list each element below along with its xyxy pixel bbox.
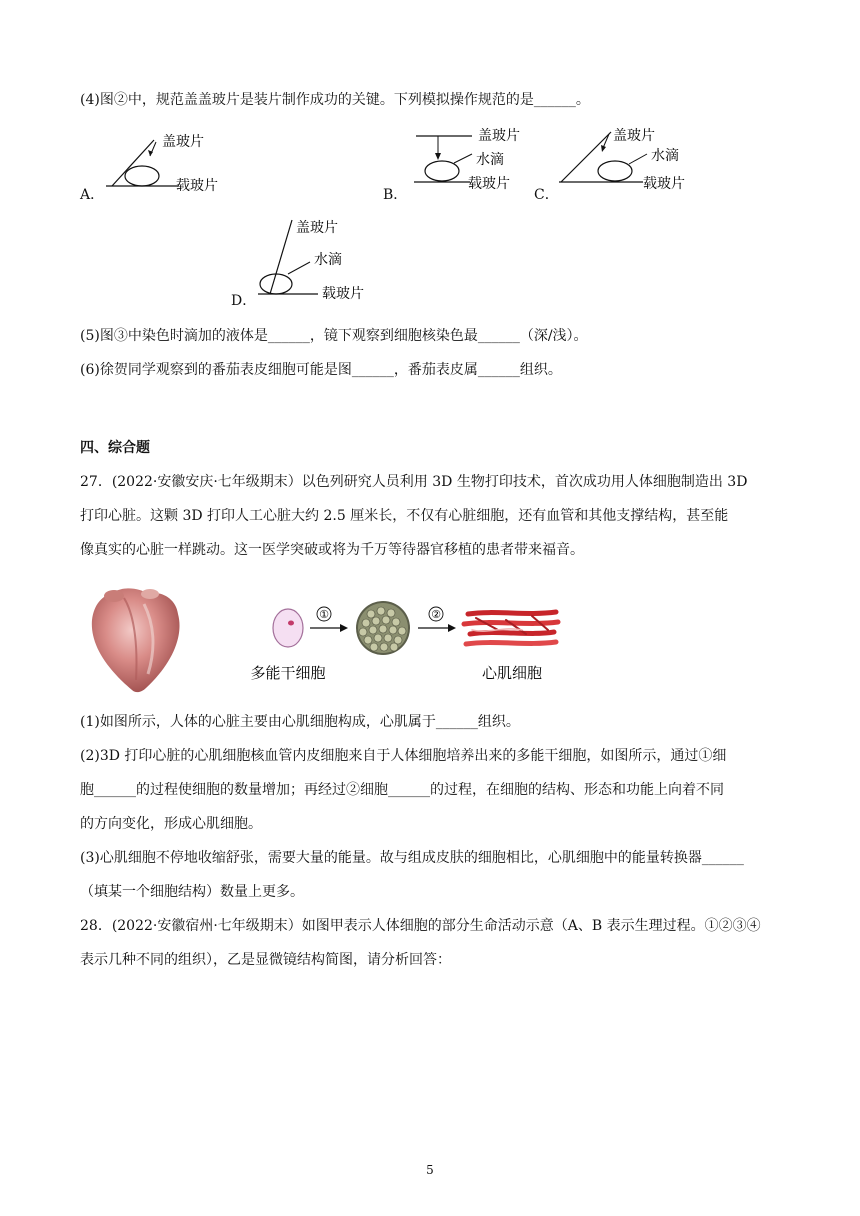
q28-line-2: 表示几种不同的组织），乙是显微镜结构简图，请分析回答： — [80, 952, 451, 968]
option-c-diagram — [555, 122, 705, 198]
cell-cluster-icon — [356, 601, 410, 655]
label-cardiac-cell: 心肌细胞 — [481, 664, 543, 682]
option-c-water-label: 水滴 — [651, 148, 679, 164]
option-c-cover-label: 盖玻片 — [613, 128, 655, 144]
q27-intro-line-2: 打印心脏。这颗 3D 打印人工心脏大约 2.5 厘米长，不仅有心脏细胞，还有血管和其他支撑结构，甚至能 — [80, 508, 729, 524]
option-b-cover-label: 盖玻片 — [478, 128, 520, 144]
option-b-diagram — [410, 122, 540, 198]
option-b-water-label: 水滴 — [476, 152, 504, 168]
option-d-slide-label: 载玻片 — [322, 286, 364, 302]
option-b-slide-label: 载玻片 — [468, 176, 510, 192]
q27-sub2-line-2: 胞______的过程使细胞的数量增加；再经过②细胞______的过程，在细胞的结构、形态和功能上向着不同 — [80, 782, 724, 798]
option-d-diagram — [252, 214, 392, 304]
option-b-letter: B． — [383, 187, 408, 203]
section-title: 四、综合题 — [80, 440, 150, 456]
q27-sub2-line-1: (2)3D 打印心脏的心肌细胞核血管内皮细胞来自于人体细胞培养出来的多能干细胞，如图所示，通过①细 — [80, 748, 727, 764]
option-a-cover-label: 盖玻片 — [162, 134, 204, 150]
q4-text: (4)图②中，规范盖盖玻片是装片制作成功的关键。下列模拟操作规范的是______。 — [80, 92, 590, 108]
option-a-letter: A． — [80, 187, 105, 203]
q27-intro-line-1: 27．(2022·安徽安庆·七年级期末）以色列研究人员利用 3D 生物打印技术，首次成功用人体细胞制造出 3D — [80, 474, 748, 490]
option-d-cover-label: 盖玻片 — [296, 220, 338, 236]
q5-text: (5)图③中染色时滴加的液体是______，镜下观察到细胞核染色最______（深/浅）。 — [80, 328, 588, 344]
cardiac-muscle-cells-icon — [464, 612, 558, 644]
option-d-water-label: 水滴 — [314, 252, 342, 268]
q27-sub3-line-1: (3)心肌细胞不停地收缩舒张，需要大量的能量。故与组成皮肤的细胞相比，心肌细胞中的能量转换器______ — [80, 850, 744, 866]
q6-text: (6)徐贺同学观察到的番茄表皮细胞可能是图______，番茄表皮属______组织。 — [80, 362, 562, 378]
heart-photo — [84, 584, 188, 696]
option-a-slide-label: 载玻片 — [176, 178, 218, 194]
q27-intro-line-3: 像真实的心脏一样跳动。这一医学突破或将为千万等待器官移植的患者带来福音。 — [80, 542, 584, 558]
step-1-label: ① — [319, 608, 329, 621]
page-number: 5 — [426, 1163, 434, 1177]
option-c-letter: C． — [534, 187, 559, 203]
q27-sub2-line-3: 的方向变化，形成心肌细胞。 — [80, 816, 262, 832]
step-2-label: ② — [431, 608, 441, 621]
q28-line-1: 28．(2022·安徽宿州·七年级期末）如图甲表示人体细胞的部分生命活动示意（A、B 表示生理过程。①②③④ — [80, 918, 761, 934]
option-a-diagram — [98, 126, 238, 196]
stem-cell-icon — [273, 609, 303, 647]
cell-differentiation-figure — [236, 600, 566, 686]
q27-sub3-line-2: （填某一个细胞结构）数量上更多。 — [80, 884, 304, 900]
option-d-letter: D． — [231, 293, 257, 309]
option-c-slide-label: 载玻片 — [643, 176, 685, 192]
q27-sub1: (1)如图所示，人体的心脏主要由心肌细胞构成，心肌属于______组织。 — [80, 714, 520, 730]
label-stem-cell: 多能干细胞 — [250, 664, 326, 682]
